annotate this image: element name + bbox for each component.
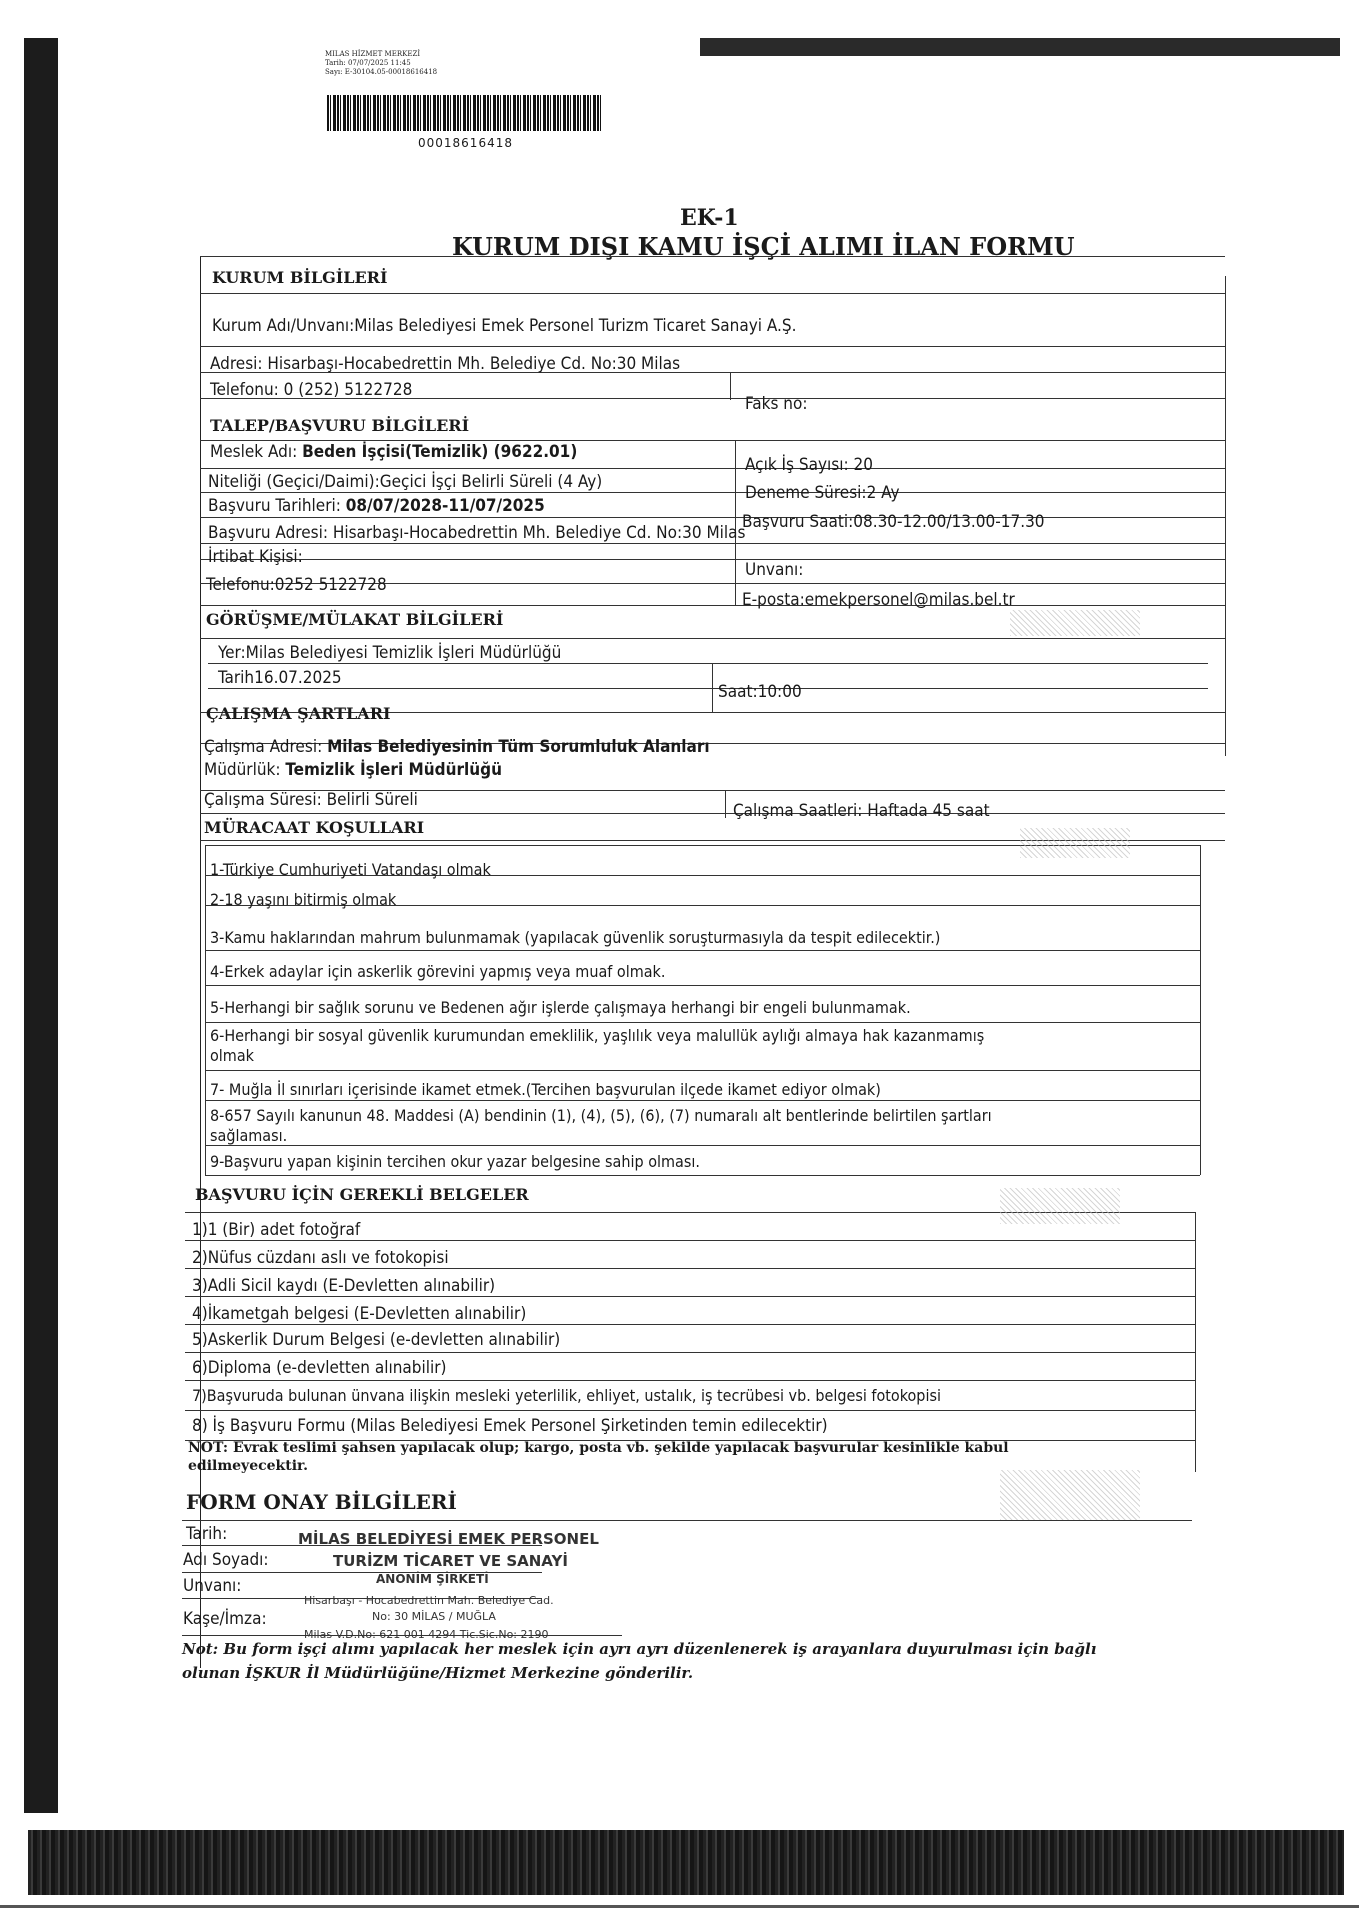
irtibat-kisisi: İrtibat Kişisi: <box>208 547 303 567</box>
scan-edge-bottom <box>28 1830 1344 1895</box>
calisma-saatleri: Çalışma Saatleri: Haftada 45 saat <box>733 801 990 821</box>
calisma-mudurluk: Müdürlük: Temizlik İşleri Müdürlüğü <box>204 760 502 780</box>
belge-5: 5)Askerlik Durum Belgesi (e-devletten alınabilir) <box>192 1330 561 1350</box>
barcode <box>327 95 602 131</box>
belge-2: 2)Nüfus cüzdanı aslı ve fotokopisi <box>192 1248 449 1268</box>
deneme-suresi: Deneme Süresi:2 Ay <box>745 483 900 503</box>
stamp-line-2: TURİZM TİCARET VE SANAYİ <box>333 1552 568 1570</box>
scan-noise <box>1000 1188 1120 1224</box>
belge-4: 4)İkametgah belgesi (E-Devletten alınabilir) <box>192 1304 527 1324</box>
kurum-adi: Kurum Adı/Unvanı:Milas Belediyesi Emek Personel Turizm Ticaret Sanayi A.Ş. <box>212 316 797 336</box>
mudurluk-value: Temizlik İşleri Müdürlüğü <box>285 760 502 780</box>
belge-6: 6)Diploma (e-devletten alınabilir) <box>192 1358 447 1378</box>
calisma-adres-value: Milas Belediyesinin Tüm Sorumluluk Alanları <box>327 737 710 757</box>
onay-kase-imza: Kaşe/İmza: <box>183 1609 267 1629</box>
section-calisma-heading: ÇALIŞMA ŞARTLARI <box>206 704 391 723</box>
office-line-1: MILAS HİZMET MERKEZİ <box>325 50 421 58</box>
stamp-line-4: Hisarbaşı - Hocabedrettin Mah. Belediye Cad. <box>304 1594 554 1607</box>
kosul-7: 7- Muğla İl sınırları içerisinde ikamet etmek.(Tercihen başvurulan ilçede ikamet ediyor olmak) <box>210 1080 881 1099</box>
kosul-2: 2-18 yaşını bitirmiş olmak <box>210 890 397 909</box>
barcode-number: 00018616418 <box>418 136 513 150</box>
calisma-adresi: Çalışma Adresi: Milas Belediyesinin Tüm Sorumluluk Alanları <box>204 737 710 757</box>
belge-1: 1)1 (Bir) adet fotoğraf <box>192 1220 361 1240</box>
gorusme-tarih: Tarih16.07.2025 <box>218 668 342 688</box>
section-muracaat-heading: MÜRACAAT KOŞULLARI <box>204 818 425 837</box>
belge-8: 8) İş Başvuru Formu (Milas Belediyesi Emek Personel Şirketinden temin edilecektir) <box>192 1416 828 1436</box>
kurum-telefon: Telefonu: 0 (252) 5122728 <box>210 380 413 400</box>
scan-edge-top <box>700 38 1340 56</box>
office-stamp <box>325 50 437 77</box>
belge-7: 7)Başvuruda bulunan ünvana ilişkin mesleki yeterlilik, ehliyet, ustalık, iş tecrübesi vb. belgesi fotokopisi <box>192 1386 941 1405</box>
talep-eposta: E-posta:emekpersonel@milas.bel.tr <box>742 590 1015 610</box>
onay-adi-soyadi: Adı Soyadı: <box>183 1550 269 1570</box>
section-kurum-heading: KURUM BİLGİLERİ <box>212 268 388 287</box>
ek-label: EK-1 <box>680 205 739 231</box>
section-gorusme-heading: GÖRÜŞME/MÜLAKAT BİLGİLERİ <box>206 610 504 629</box>
footer-note-1: Not: Bu form işçi alımı yapılacak her meslek için ayrı ayrı düzenlenerek iş arayanlara duyurulması için bağlı <box>182 1640 1097 1658</box>
scan-noise <box>1010 610 1140 636</box>
niteligi: Niteliği (Geçici/Daimi):Geçici İşçi Belirli Süreli (4 Ay) <box>208 472 603 492</box>
kosul-1: 1-Türkiye Cumhuriyeti Vatandaşı olmak <box>210 860 491 879</box>
onay-unvani: Unvanı: <box>183 1576 242 1596</box>
belge-not-2: edilmeyecektir. <box>188 1458 308 1474</box>
stamp-line-5: No: 30 MİLAS / MUĞLA <box>372 1610 496 1623</box>
scan-noise <box>1000 1470 1140 1520</box>
meslek-adi: Meslek Adı: Beden İşçisi(Temizlik) (9622.01) <box>210 442 578 462</box>
section-talep-heading: TALEP/BAŞVURU BİLGİLERİ <box>210 416 470 435</box>
stamp-line-3: ANONİM ŞİRKETİ <box>376 1572 489 1586</box>
kosul-8-cont: sağlaması. <box>210 1126 288 1145</box>
scan-edge-line <box>0 1905 1359 1908</box>
kurum-adres: Adresi: Hisarbaşı-Hocabedrettin Mh. Belediye Cd. No:30 Milas <box>210 354 681 374</box>
scan-edge-left <box>24 38 58 1813</box>
meslek-value: Beden İşçisi(Temizlik) (9622.01) <box>302 442 578 462</box>
gorusme-yer: Yer:Milas Belediyesi Temizlik İşleri Müdürlüğü <box>218 643 562 663</box>
kosul-8: 8-657 Sayılı kanunun 48. Maddesi (A) bendinin (1), (4), (5), (6), (7) numaralı alt bentlerinde belirtilen şartları <box>210 1106 992 1125</box>
scan-noise <box>1020 828 1130 858</box>
office-line-2: Tarih: 07/07/2025 11:45 <box>325 59 411 67</box>
basvuru-tarih-value: 08/07/2028-11/07/2025 <box>345 496 545 516</box>
form-title: KURUM DIŞI KAMU İŞÇİ ALIMI İLAN FORMU <box>452 232 1075 261</box>
kosul-5: 5-Herhangi bir sağlık sorunu ve Bedenen ağır işlerde çalışmaya herhangi bir engeli bulunmamak. <box>210 998 911 1017</box>
office-line-3: Sayı: E-30104.05-00018616418 <box>325 68 438 76</box>
kosul-6: 6-Herhangi bir sosyal güvenlik kurumundan emeklilik, yaşlılık veya malullük aylığı almaya hak kazanmamış <box>210 1026 985 1045</box>
footer-note-2: olunan İŞKUR İl Müdürlüğüne/Hizmet Merkezine gönderilir. <box>182 1664 694 1682</box>
kosul-4: 4-Erkek adaylar için askerlik görevini yapmış veya muaf olmak. <box>210 962 666 981</box>
kosul-9: 9-Başvuru yapan kişinin tercihen okur yazar belgesine sahip olması. <box>210 1152 700 1171</box>
acik-is-sayisi: Açık İş Sayısı: 20 <box>745 455 873 475</box>
basvuru-saati: Başvuru Saati:08.30-12.00/13.00-17.30 <box>742 512 1045 532</box>
calisma-suresi: Çalışma Süresi: Belirli Süreli <box>204 790 418 810</box>
talep-telefon: Telefonu:0252 5122728 <box>206 575 387 595</box>
kosul-3: 3-Kamu haklarından mahrum bulunmamak (yapılacak güvenlik soruşturmasıyla da tespit edilecektir.) <box>210 928 941 947</box>
gorusme-saat: Saat:10:00 <box>718 682 802 702</box>
belge-not-1: NOT: Evrak teslimi şahsen yapılacak olup; kargo, posta vb. şekilde yapılacak başvurular kesinlikle kabul <box>188 1440 1009 1456</box>
section-belgeler-heading: BAŞVURU İÇİN GEREKLİ BELGELER <box>195 1185 529 1204</box>
kurum-faks: Faks no: <box>745 394 808 414</box>
kosul-6-cont: olmak <box>210 1046 254 1065</box>
basvuru-tarihleri: Başvuru Tarihleri: 08/07/2028-11/07/2025 <box>208 496 545 516</box>
section-onay-heading: FORM ONAY BİLGİLERİ <box>186 1490 457 1514</box>
stamp-line-6: Milas V.D.No: 621 001 4294 Tic.Sic.No: 2190 <box>304 1628 549 1641</box>
onay-tarih: Tarih: <box>186 1524 228 1544</box>
stamp-line-1: MİLAS BELEDİYESİ EMEK PERSONEL <box>298 1530 599 1548</box>
basvuru-adresi: Başvuru Adresi: Hisarbaşı-Hocabedrettin Mh. Belediye Cd. No:30 Milas <box>208 523 746 543</box>
irtibat-unvani: Unvanı: <box>745 560 804 580</box>
belge-3: 3)Adli Sicil kaydı (E-Devletten alınabilir) <box>192 1276 496 1296</box>
